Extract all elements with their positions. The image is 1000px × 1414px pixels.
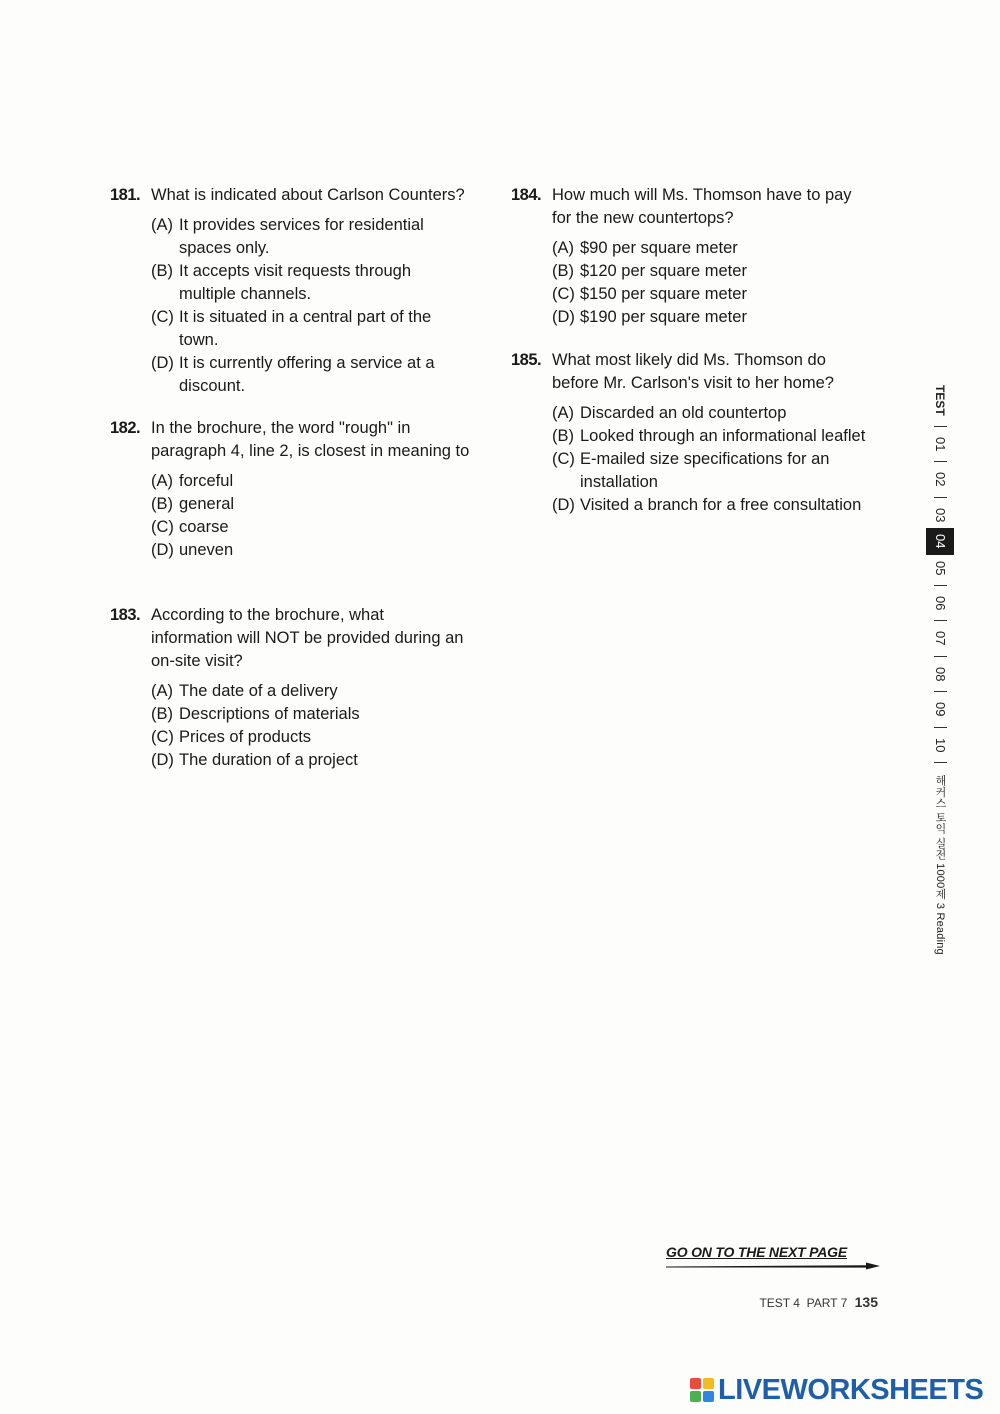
option-text: It is situated in a central part of the town. bbox=[179, 308, 432, 349]
tab-08[interactable]: 08 bbox=[933, 666, 948, 682]
option-list bbox=[552, 402, 896, 517]
option-letter: (A) bbox=[151, 216, 173, 234]
question-185 bbox=[511, 349, 896, 517]
option-letter: (C) bbox=[151, 308, 174, 326]
liveworksheets-icon bbox=[690, 1378, 714, 1402]
option-text: The duration of a project bbox=[179, 751, 358, 769]
option-letter: (B) bbox=[151, 262, 173, 280]
option-letter: (C) bbox=[151, 728, 174, 746]
option-c[interactable] bbox=[552, 283, 891, 306]
option-text: Prices of products bbox=[179, 728, 312, 746]
question-number: 183. bbox=[110, 606, 141, 624]
tab-04-active[interactable]: 04 bbox=[926, 528, 954, 554]
option-d[interactable] bbox=[552, 494, 896, 517]
arrow-right-icon bbox=[666, 1262, 880, 1270]
option-a[interactable] bbox=[151, 470, 480, 493]
tab-divider bbox=[934, 727, 947, 728]
tab-divider bbox=[934, 656, 947, 657]
test-index-tabs bbox=[925, 385, 955, 955]
option-text: E-mailed size specifications for an installation bbox=[580, 450, 830, 491]
option-text: $190 per square meter bbox=[580, 308, 747, 326]
question-number: 184. bbox=[511, 186, 542, 204]
question-number: 182. bbox=[110, 419, 141, 437]
option-list bbox=[151, 680, 480, 772]
option-a[interactable] bbox=[151, 214, 469, 260]
option-b[interactable] bbox=[151, 703, 480, 726]
option-a[interactable] bbox=[552, 237, 891, 260]
option-list bbox=[151, 214, 495, 398]
option-text: uneven bbox=[179, 541, 234, 559]
option-letter: (A) bbox=[552, 239, 574, 257]
option-text: $90 per square meter bbox=[580, 239, 738, 257]
tab-divider bbox=[934, 426, 947, 427]
tab-divider bbox=[934, 762, 947, 763]
option-text: Discarded an old countertop bbox=[580, 404, 787, 422]
option-b[interactable] bbox=[151, 493, 480, 516]
option-text: $120 per square meter bbox=[580, 262, 747, 280]
liveworksheets-logo bbox=[690, 1375, 983, 1405]
question-182 bbox=[110, 417, 480, 562]
question-183 bbox=[110, 604, 480, 772]
option-text: It accepts visit requests through multiple channels. bbox=[179, 262, 412, 303]
option-c[interactable] bbox=[151, 726, 480, 749]
tab-divider bbox=[934, 691, 947, 692]
option-letter: (D) bbox=[151, 751, 174, 769]
book-title: 해커스 토익 실전 1000제 3 Reading bbox=[934, 775, 946, 956]
question-stem: What most likely did Ms. Thomson do before Mr. Carlson's visit to her home? bbox=[552, 351, 834, 392]
option-letter: (B) bbox=[552, 427, 574, 445]
option-letter: (D) bbox=[552, 308, 575, 326]
option-list bbox=[151, 470, 480, 562]
tab-divider bbox=[934, 461, 947, 462]
footer-part: PART 7 bbox=[806, 1296, 848, 1310]
tabs-title: TEST bbox=[933, 385, 947, 416]
option-letter: (A) bbox=[151, 682, 173, 700]
question-stem: How much will Ms. Thomson have to pay for the new countertops? bbox=[552, 186, 852, 227]
question-number: 185. bbox=[511, 351, 542, 369]
tab-09[interactable]: 09 bbox=[933, 702, 948, 717]
tab-05[interactable]: 05 bbox=[933, 560, 948, 576]
option-letter: (D) bbox=[552, 496, 575, 514]
option-c[interactable] bbox=[552, 448, 880, 494]
option-letter: (A) bbox=[552, 404, 574, 422]
option-c[interactable] bbox=[151, 306, 469, 352]
option-letter: (B) bbox=[552, 262, 574, 280]
option-letter: (D) bbox=[151, 354, 174, 372]
tab-divider bbox=[934, 585, 947, 586]
question-number: 181. bbox=[110, 186, 141, 204]
tab-divider bbox=[934, 620, 947, 621]
tab-07[interactable]: 07 bbox=[933, 631, 948, 646]
option-d[interactable] bbox=[151, 539, 480, 562]
option-letter: (D) bbox=[151, 541, 174, 559]
option-letter: (C) bbox=[552, 450, 575, 468]
option-text: Looked through an informational leaflet bbox=[580, 427, 866, 445]
option-text: general bbox=[179, 495, 235, 513]
option-letter: (B) bbox=[151, 705, 173, 723]
option-b[interactable] bbox=[552, 425, 896, 448]
question-stem: In the brochure, the word "rough" in paragraph 4, line 2, is closest in meaning to bbox=[151, 419, 470, 460]
option-c[interactable] bbox=[151, 516, 480, 539]
next-page-indicator bbox=[666, 1244, 880, 1274]
option-text: forceful bbox=[179, 472, 234, 490]
option-b[interactable] bbox=[151, 260, 469, 306]
option-text: $150 per square meter bbox=[580, 285, 747, 303]
brand-name: LIVEWORKSHEETS bbox=[718, 1373, 984, 1406]
page-number: 135 bbox=[854, 1294, 878, 1310]
footer-test: TEST 4 bbox=[759, 1296, 800, 1310]
tab-01[interactable]: 01 bbox=[933, 436, 948, 452]
tab-02[interactable]: 02 bbox=[933, 472, 948, 487]
logo-square bbox=[690, 1391, 701, 1402]
tab-divider bbox=[934, 497, 947, 498]
question-stem: According to the brochure, what information will NOT be provided during an on-site visit? bbox=[151, 606, 464, 670]
tab-06[interactable]: 06 bbox=[933, 596, 948, 611]
page-footer bbox=[759, 1294, 878, 1310]
option-letter: (C) bbox=[151, 518, 174, 536]
option-list bbox=[552, 237, 891, 329]
logo-square bbox=[703, 1378, 714, 1389]
next-page-text: GO ON TO THE NEXT PAGE bbox=[666, 1244, 847, 1260]
question-184 bbox=[511, 184, 891, 329]
logo-square bbox=[690, 1378, 701, 1389]
option-text: It is currently offering a service at a discount. bbox=[179, 354, 435, 395]
option-d[interactable] bbox=[552, 306, 891, 329]
option-text: The date of a delivery bbox=[179, 682, 338, 700]
logo-square bbox=[703, 1391, 714, 1402]
option-text: coarse bbox=[179, 518, 229, 536]
option-a[interactable] bbox=[151, 680, 480, 703]
option-b[interactable] bbox=[552, 260, 891, 283]
option-letter: (B) bbox=[151, 495, 173, 513]
option-letter: (C) bbox=[552, 285, 575, 303]
option-d[interactable] bbox=[151, 749, 480, 772]
option-text: Visited a branch for a free consultation bbox=[580, 496, 862, 514]
option-text: It provides services for residential spaces only. bbox=[179, 216, 424, 257]
tab-10[interactable]: 10 bbox=[933, 737, 948, 753]
question-181 bbox=[110, 184, 495, 398]
question-stem: What is indicated about Carlson Counters? bbox=[151, 186, 465, 204]
option-text: Descriptions of materials bbox=[179, 705, 360, 723]
tab-03[interactable]: 03 bbox=[933, 507, 948, 523]
option-d[interactable] bbox=[151, 352, 469, 398]
option-letter: (A) bbox=[151, 472, 173, 490]
option-a[interactable] bbox=[552, 402, 896, 425]
